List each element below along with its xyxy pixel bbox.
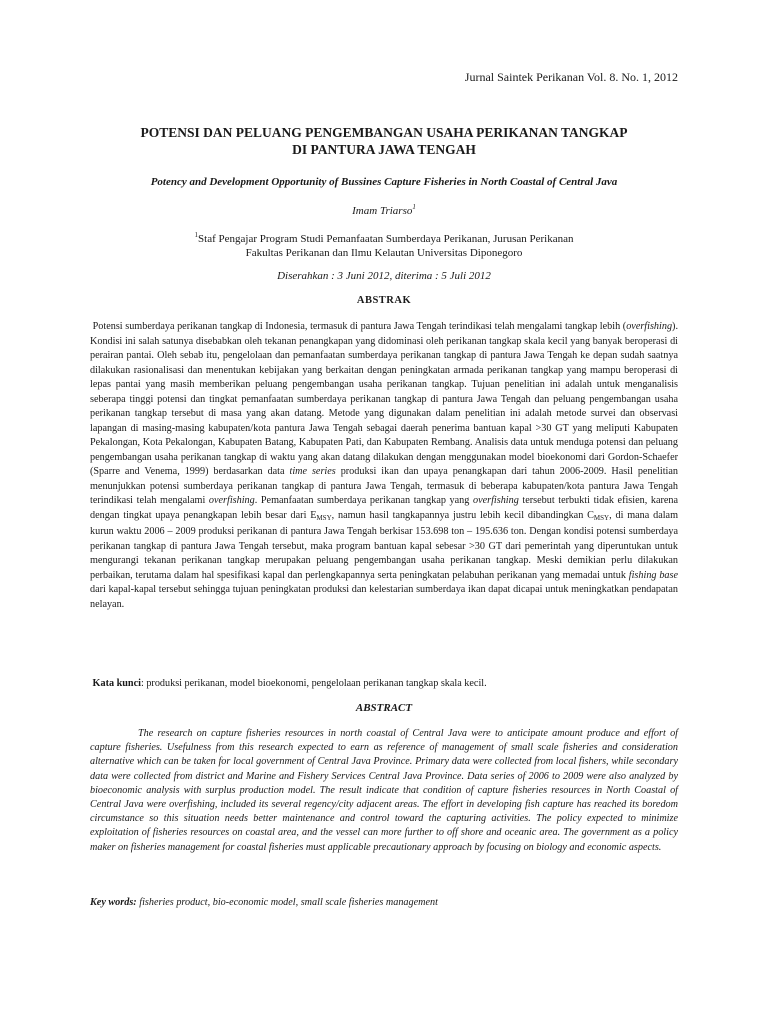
abstrak-term-overfishing-2: overfishing [208, 495, 255, 506]
abstrak-text-8: dari kapal-kapal tersebut sehingga tujuan peningkatan produksi dan kelestarian sumberdaya ikan dapat dicapai untuk meningkatkan pendapatan nelayan. [90, 584, 678, 610]
abstrak-heading: ABSTRAK [356, 295, 412, 306]
abstrak-text-5: tersebut terbukti tidak efisien, karena dengan tingkat upaya penangkapan lebih besar dari E [90, 495, 678, 521]
emsy-subscript: MSY [316, 513, 332, 522]
title-line-2: DI PANTURA JAWA TENGAH [292, 142, 476, 157]
key-words-text: fisheries product, bio-economic model, small scale fisheries management [136, 897, 438, 908]
abstrak-term-overfishing-1: overfishing [626, 321, 673, 332]
affiliation-text-1: Staf Pengajar Program Studi Pemanfaatan Sumberdaya Perikanan, Jurusan Perikanan [198, 233, 574, 245]
abstrak-text-2: ). Kondisi ini salah satunya disebabkan oleh tekanan penangkapan yang didominasi oleh perikanan tangkap skala kecil yang banyak beroperasi di perairan pantai. Oleh sebab itu, pengelolaan dan pemanfaatan sumberdaya perikanan tangkap di pantura Jawa Tengah ke depan sudah saatnya dilakukan rasionalisasi dan menentukan kebijakan yang berkaitan dengan peningkatan armada perikanan tangkap yang mampu beroperasi di lepas pantai yang masih memberikan peluang pengembangan usaha perikanan tangkap. Tujuan penelitian ini adalah untuk menganalisis seberapa tinggi potensi dan tingkat pemanfaatan sumberdaya perikanan tangkap di pantura Jawa Tengah dan peluang pengembangan usaha perikanan tangkap tersebut di masa yang akan datang. Metode yang digunakan dalam penelitian ini adalah metode survei dan observasi lapangan di masing-masing kabupaten/kota pantura Jawa Tengah sebagai daerah penerima bantuan kapal >30 GT yang meliputi Kabupaten Pekalongan, Kota Pekalongan, Kabupaten Batang, Kabupaten Pati, dan Kabupaten Rembang. Analisis data untuk menduga potensi dan peluang pengembangan usaha perikanan tangkap di waktu yang akan datang dilakukan dengan menggunakan model bioekonomi dari Gordon-Schaefer (Sparre and Venema, 1999) berdasarkan data [90, 321, 678, 477]
submission-dates: Diserahkan : 3 Juni 2012, diterima : 5 Juli 2012 [277, 270, 491, 282]
abstrak-term-overfishing-3: overfishing [472, 495, 519, 506]
affiliation-superscript: 1 [194, 231, 199, 239]
abstrak-text-7: , di mana dalam kurun waktu 2006 – 2009 produksi perikanan di pantura Jawa Tengah berkisar 153.698 ton – 195.636 ton. Dengan kondisi potensi sumberdaya perikanan tangkap di pantura Jawa Tengah tersebut, maka program bantuan kapal sebesar >30 GT dari pemerintah yang diperuntukan untuk mengurangi tekanan perikanan tangkap merupakan peluang pengembangan usaha perikanan tangkap. Meski demikian perlu dilakukan perbaikan, terutama dalam hal spesifikasi kapal dan perlengkapannya serta peningkatan pelabuhan perikanan yang memadai untuk [90, 509, 678, 581]
author-superscript: 1 [412, 203, 416, 211]
affiliation-line-2: Fakultas Perikanan dan Ilmu Kelautan Universitas Diponegoro [245, 247, 523, 259]
abstrak-text-4: . Pemanfaatan sumberdaya perikanan tangkap yang [254, 495, 473, 506]
journal-header: Jurnal Saintek Perikanan Vol. 8. No. 1, 2012 [464, 70, 678, 84]
cmsy-subscript: MSY [593, 513, 610, 522]
abstrak-term-fishingbase: fishing base [628, 569, 678, 581]
kata-kunci [90, 677, 678, 691]
paper-title [90, 124, 678, 158]
author-name: Imam Triarso [352, 205, 413, 217]
title-line-1: POTENSI DAN PELUANG PENGEMBANGAN USAHA PERIKANAN TANGKAP [140, 125, 628, 140]
abstrak-text-3: produksi ikan dan upaya penangkapan dari tahun 2006-2009. Hasil penelitian menunjukkan potensi sumberdaya perikanan tangkap di pantura Jawa Tengah, termasuk di beberapa kabupaten/kota pantura Jawa Tengah terindikasi telah mengalami [90, 466, 679, 506]
affiliation [90, 228, 678, 260]
key-words [90, 897, 678, 908]
abstrak-text-6: , namun hasil tangkapannya justru lebih kecil dibandingkan C [331, 509, 594, 521]
kata-kunci-label: Kata kunci [92, 678, 141, 689]
kata-kunci-text: : produksi perikanan, model bioekonomi, pengelolaan perikanan tangkap skala kecil. [140, 678, 487, 689]
affiliation-line-1 [90, 228, 678, 246]
abstrak-body [90, 320, 678, 612]
abstrak-term-timeseries: time series [289, 466, 336, 477]
abstract-heading: ABSTRACT [355, 702, 413, 714]
abstract-body [90, 727, 678, 855]
author [0, 203, 768, 217]
key-words-label: Key words: [90, 897, 137, 908]
english-title: Potency and Development Opportunity of Bussines Capture Fisheries in North Coastal of Central Java [150, 176, 618, 188]
abstract-text: The research on capture fisheries resources in north coastal of Central Java were to anticipate amount produce and effort of capture fisheries. Usefulness from this research expected to earn as reference of management of small scale fisheries and consideration alternative which can be taken for local government of Central Java Province. Primary data were collected from local fishers, while secondary data were collected from district and Marine and Fishery Services Central Java Province. Data series of 2006 to 2009 were also analyzed by bioeconomic analysis with surplus production model. The result indicate that condition of capture fisheries resources in North Coastal of Central Java were overfishing, included its several regency/city adjacent areas. The effort in developing fish capture has reached its boredom circumstance so this situation needs better maintenance and control toward the capturing activities. The policy expected to minimize exploitation of fisheries resources on coastal area, and the vessel can more further to off shore and oceanic area. The government as a policy maker on fisheries management for coastal fisheries must applicable precautionary approach by focusing on biology and economic aspects. [90, 728, 678, 853]
abstrak-text-1: Potensi sumberdaya perikanan tangkap di Indonesia, termasuk di pantura Jawa Tengah terindikasi telah mengalami tangkap lebih ( [92, 321, 627, 332]
